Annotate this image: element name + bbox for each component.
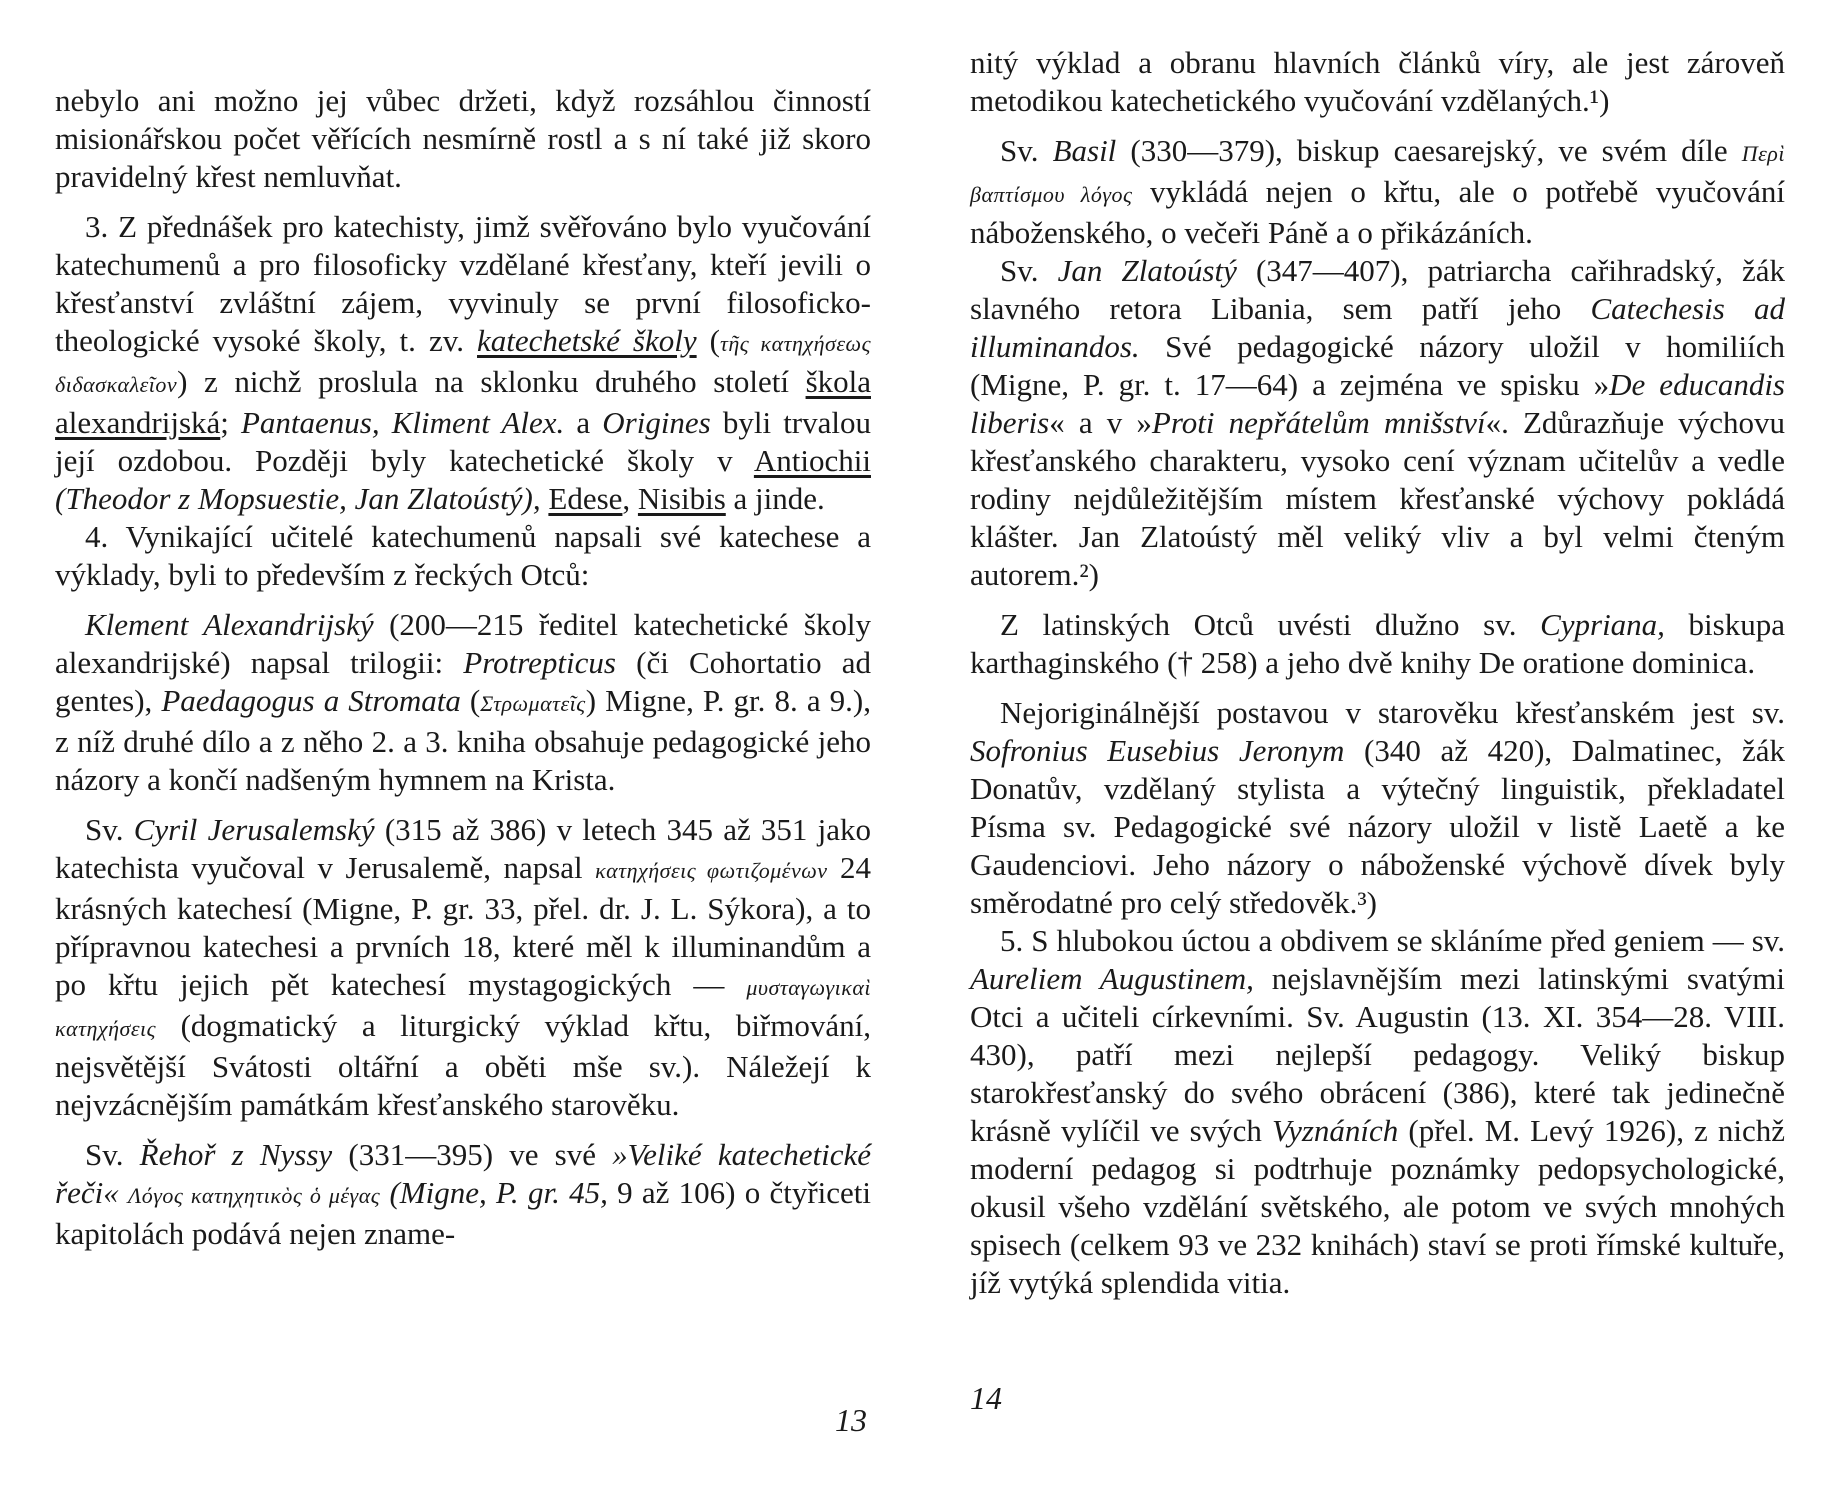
paragraph: Sv. Basil (330—379), biskup caesarejský, ve svém díle Περὶ βαπτίσμου λόγος vykládá nejen o křtu, ale o potřebě vyučování náboženského, o večeři Páně a o přikázáních.: [970, 133, 1785, 250]
paragraph: 3. Z přednášek pro katechisty, jimž svěřováno bylo vyučování katechumenů a pro filosoficky vzdělané křesťany, kteří jevili o křesťanství zvláštní zájem, vyvinuly se první filosoficko-theologické vysoké školy, t. zv. katechetské školy (τῆς κατηχήσεως διδασκαλεῖον) z nichž proslula na sklonku druhého století škola alexandrijská; Pantaenus, Kliment Alex. a Origines byli trvalou její ozdobou. Později byly katechetické školy v Antiochii (Theodor z Mopsuestie, Jan Zlatoústý), Edese, Nisibis a jinde.: [55, 209, 872, 516]
paragraph: 4. Vynikající učitelé katechumenů napsali své katechese a výklady, byli to především z řeckých Otců:: [55, 519, 871, 592]
paragraph: Sv. Jan Zlatoústý (347—407), patriarcha cařihradský, žák slavného retora Libania, sem patří jeho Catechesis ad illuminandos. Své pedagogické názory uložil v homiliích (Migne, P. gr. t. 17—64) a zejména ve spisku »De educandis liberis« a v »Proti nepřátelům mnišství«. Zdůrazňuje výchovu křesťanského charakteru, vysoko cení význam učitelův a vedle rodiny nejdůležitějším místem křesťanské výchovy pokládá klášter. Jan Zlatoústý měl veliký vliv a byl velmi čteným autorem.²): [970, 253, 1785, 592]
paragraph: nebylo ani možno jej vůbec držeti, když rozsáhlou činností misionářskou počet věřících nesmírně rostl a s ní také již skoro pravidelný křest nemluvňat.: [55, 83, 871, 194]
greek-text: Λόγος κατηχητικὸς ὁ μέγας: [127, 1183, 381, 1208]
paragraph: Sv. Cyril Jerusalemský (315 až 386) v letech 345 až 351 jako katechista vyučoval v Jerusalemě, napsal κατηχήσεις φωτιζομένων 24 krásných katechesí (Migne, P. gr. 33, přel. dr. J. L. Sýkora), a to přípravnou katechesi a prvních 18, které měl k illuminandům a po křtu jejich pět katechesí mystagogických — μυσταγωγικαὶ κατηχήσεις (dogmatický a liturgický výklad křtu, biřmování, nejsvětější Svátosti oltářní a oběti mše sv.). Náležejí k nejvzácnějším památkám křesťanského starověku.: [55, 812, 871, 1122]
underlined-text: Nisibis: [637, 481, 726, 516]
page-number: 14: [970, 1380, 1002, 1416]
underlined-text: Edese: [548, 481, 623, 516]
paragraph: Klement Alexandrijský (200—215 ředitel katechetické školy alexandrijské) napsal trilogii: Protrepticus (či Cohortatio ad gentes), Paedagogus a Stromata (Στρωματεῖς) Migne, P. gr. 8. a 9.), z níž druhé dílo a z něho 2. a 3. kniha obsahuje pedagogické jeho názory a končí nadšeným hymnem na Krista.: [55, 607, 872, 797]
paragraph: Z latinských Otců uvésti dlužno sv. Cypriana, biskupa karthaginského († 258) a jeho dvě knihy De oratione dominica.: [970, 607, 1785, 680]
paragraph: Nejoriginálnější postavou v starověku křesťanském jest sv. Sofronius Eusebius Jeronym (340 až 420), Dalmatinec, žák Donatův, vzdělaný stylista a výtečný linguistik, překladatel Písma sv. Pedagogické své názory uložil v listě Laetě a ke Gaudenciovi. Jeho názory o náboženské výchově dívek byly směrodatné pro celý středověk.³): [970, 695, 1786, 920]
greek-text: Στρωματεῖς: [480, 691, 586, 716]
paragraph: nitý výklad a obranu hlavních článků víry, ale jest zároveň metodikou katechetického vyučování vzdělaných.¹): [970, 45, 1785, 118]
underlined-text: škola alexandrijská: [55, 364, 871, 440]
left-page-text: [55, 82, 871, 1253]
paragraph: Sv. Řehoř z Nyssy (331—395) ve své »Veliké katechetické řeči« Λόγος κατηχητικὸς ὁ μέγας (Migne, P. gr. 45, 9 až 106) o čtyřiceti kapitolách podává nejen zname-: [55, 1137, 872, 1251]
greek-text: Περὶ βαπτίσμου λόγος: [970, 141, 1785, 207]
greek-text: μυσταγωγικαὶ κατηχήσεις: [55, 975, 871, 1041]
greek-text: κατηχήσεις φωτιζομένων: [595, 858, 828, 883]
underlined-text: katechetské školy: [477, 323, 697, 358]
page-number: 13: [835, 1402, 867, 1438]
right-page-text: [970, 44, 1785, 1302]
right-page: [915, 0, 1830, 1500]
underlined-text: Antiochii: [753, 443, 871, 478]
paragraph: 5. S hlubokou úctou a obdivem se skláníme před geniem — sv. Aureliem Augustinem, nejslavnějším mezi latinskými svatými Otci a učiteli církevními. Sv. Augustin (13. XI. 354—28. VIII. 430), patří mezi nejlepší pedagogy. Veliký biskup starokřesťanský do svého obrácení (386), které tak jedinečně krásně vylíčil ve svých Vyznáních (přel. M. Levý 1926), z nichž moderní pedagog si podtrhuje poznámky pedopsychologické, okusil všeho vzdělání světského, ale potom ve svých mnohých spisech (celkem 93 ve 232 knihách) staví se proti římské kultuře, jíž vytýká splendida vitia.: [970, 923, 1786, 1300]
greek-text: τῆς κατηχήσεως διδασκαλεῖον: [55, 331, 872, 397]
